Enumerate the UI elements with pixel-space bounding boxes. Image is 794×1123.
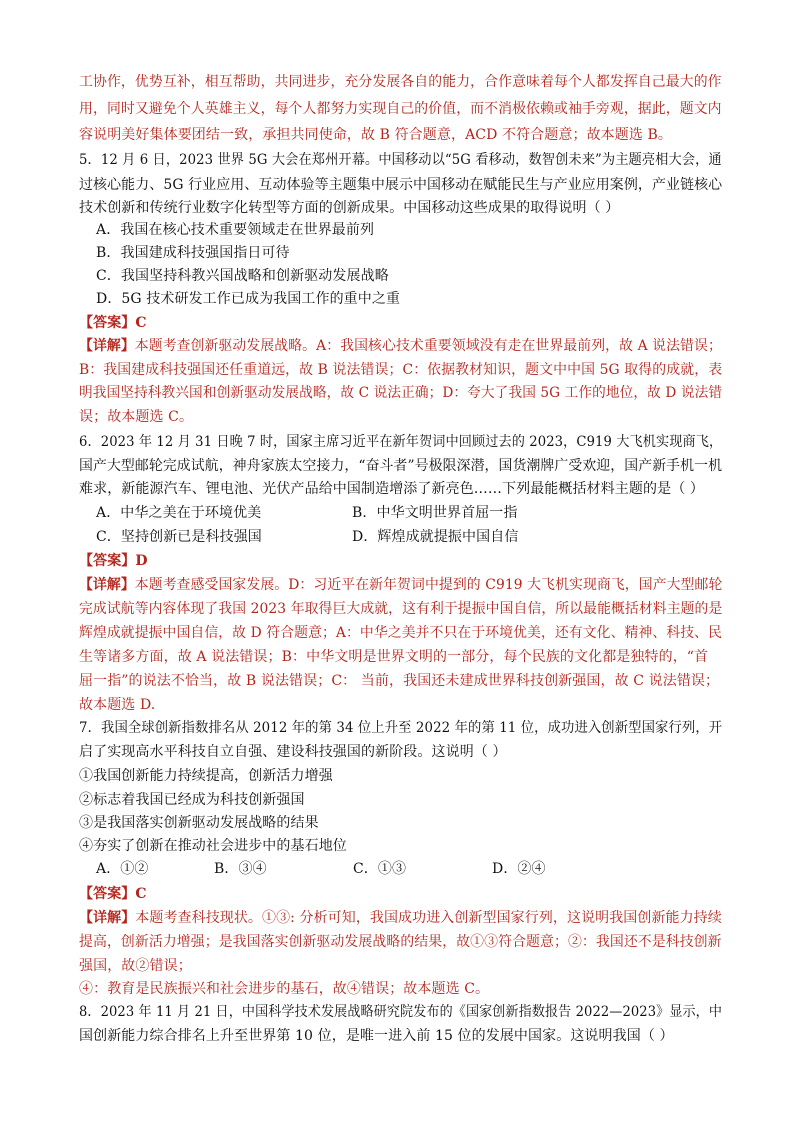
q6-option-d: D．辉煌成就提振中国自信 [352,529,519,545]
q6-option-c: C．坚持创新已是科技强国 [96,529,262,545]
intro-line-2: 用，同时又避免个人英雄主义，每个人都努力实现自己的价值，而不消极依赖或袖手旁观，据此，题文内 [79,101,722,117]
q7-option-c: C．①③ [353,861,407,877]
q5-explanation-4: 误；故本题选 C。 [79,409,194,425]
q7-explanation-1 [79,910,722,926]
q7-explanation-4: ④：教育是民族振兴和社会进步的基石，故④错误；故本题选 C。 [79,981,490,997]
q6-explanation-1 [79,577,722,593]
q5-explanation-tag: 【详解】 [79,338,135,354]
q6-stem-2: 国产大型邮轮完成试航，神舟家族太空接力，“奋斗者”号极限深潜，国货潮牌广受欢迎，国产新手机一机 [79,458,723,474]
q7-item-3: ③是我国落实创新驱动发展战略的结果 [79,815,319,831]
q7-item-1: ①我国创新能力持续提高，创新活力增强 [79,768,333,784]
q6-explanation-2: 完成试航等内容体现了我国 2023 年取得巨大成就，这有利于提振中国自信，所以最能概括材料主题的是 [79,601,723,617]
q7-answer: 【答案】C [79,886,147,902]
q5-explanation-3: 明我国坚持科教兴国和创新驱动发展战略，故 C 说法正确；D：夸大了我国 5G 工作的地位，故 D 说法错 [79,385,723,401]
q6-explanation-6: 故本题选 D. [79,697,156,713]
intro-line-3: 容说明美好集体要团结一致，承担共同使命，故 B 符合题意，ACD 不符合题意；故本题选 B。 [79,127,673,143]
q7-stem-1: 7．我国全球创新指数排名从 2012 年的第 34 位上升至 2022 年的第 11 位，成功进入创新型国家行列，开 [79,720,723,736]
q7-option-b: B．③④ [214,861,267,877]
q6-explanation-5: 屈一指”的说法不恰当，故 B 说法错误；C： 当前，我国还未建成世界科技创新强国，故 C 说法错误； [79,673,720,689]
q6-explanation-text: 本题考查感受国家发展。D：习近平在新年贺词中提到的 C919 大飞机实现商飞，国产大型邮轮 [134,577,723,593]
q7-item-4: ④夯实了创新在推动社会进步中的基石地位 [79,838,347,854]
q7-explanation-text: 本题考查科技现状。①③: 分析可知，我国成功进入创新型国家行列，这说明我国创新能力持续 [135,910,722,926]
q5-option-d: D．5G 技术研发工作已成为我国工作的重中之重 [96,291,401,307]
q5-explanation-text: 本题考查创新驱动发展战略。A：我国核心技术重要领域没有走在世界最前列，故 A 说法错误； [134,338,722,354]
q5-answer: 【答案】C [79,315,147,331]
q7-explanation-tag: 【详解】 [79,910,136,926]
q5-option-a: A．我国在核心技术重要领域走在世界最前列 [96,222,375,238]
q6-stem-3: 难求，新能源汽车、锂电池、光伏产品给中国制造增添了新亮色……下列最能概括材料主题的是（ ） [79,481,704,497]
q6-explanation-3: 辉煌成就提振中国自信，故 D 符合题意；A：中华之美并不只在于环境优美，还有文化、精神、科技、民 [79,625,723,641]
q6-option-a: A．中华之美在于环境优美 [96,505,262,521]
intro-line-1: 工协作，优势互补，相互帮助，共同进步，充分发展各自的能力，合作意味着每个人都发挥自己最大的作 [79,74,722,90]
q8-stem-2: 国创新能力综合排名上升至世界第 10 位，是唯一进入前 15 位的发展中国家。这说明我国（ ） [79,1028,674,1044]
q5-stem-1: 5．12 月 6 日，2023 世界 5G 大会在郑州开幕。中国移动以“5G 看移动，数智创未来”为主题亮相大会，通 [79,152,722,168]
q7-explanation-2: 提高，创新活力增强；是我国落实创新驱动发展战略的结果，故①③符合题意；②：我国还不是科技创新 [79,934,722,950]
q6-explanation-4: 生等诸多方面，故 A 说法错误；B：中华文明是世界文明的一部分，每个民族的文化都是独特的，“首 [79,649,709,665]
q6-option-b: B．中华文明世界首屈一指 [352,505,518,521]
q7-option-d: D．②④ [492,861,546,877]
q7-option-a: A．①② [96,861,149,877]
q5-stem-2: 过核心能力、5G 行业应用、互动体验等主题集中展示中国移动在赋能民生与产业应用案例，产业链核心 [79,177,723,193]
q5-option-c: C．我国坚持科教兴国战略和创新驱动发展战略 [96,268,389,284]
q5-explanation-1 [79,338,722,354]
q6-answer: 【答案】D [79,553,148,569]
q5-stem-3: 技术创新和传统行业数字化转型等方面的创新成果。中国移动这些成果的取得说明（ ） [79,200,620,216]
q5-explanation-2: B：我国建成科技强国还任重道远，故 B 说法错误；C：依据教材知识，题文中中国 5G 取得的成就，表 [79,362,723,378]
q6-explanation-tag: 【详解】 [79,577,135,593]
q7-item-2: ②标志着我国已经成为科技创新强国 [79,792,305,808]
q8-stem-1: 8．2023 年 11 月 21 日，中国科学技术发展战略研究院发布的《国家创新指数报告 2022—2023》显示，中 [79,1004,723,1020]
q7-explanation-3: 强国，故②错误； [79,958,192,974]
q5-option-b: B．我国建成科技强国指日可待 [96,245,290,261]
q7-stem-2: 启了实现高水平科技自立自强、建设科技强国的新阶段。这说明（ ） [79,744,507,760]
q6-stem-1: 6．2023 年 12 月 31 日晚 7 时，国家主席习近平在新年贺词中回顾过去的 2023，C919 大飞机实现商飞， [79,434,723,450]
